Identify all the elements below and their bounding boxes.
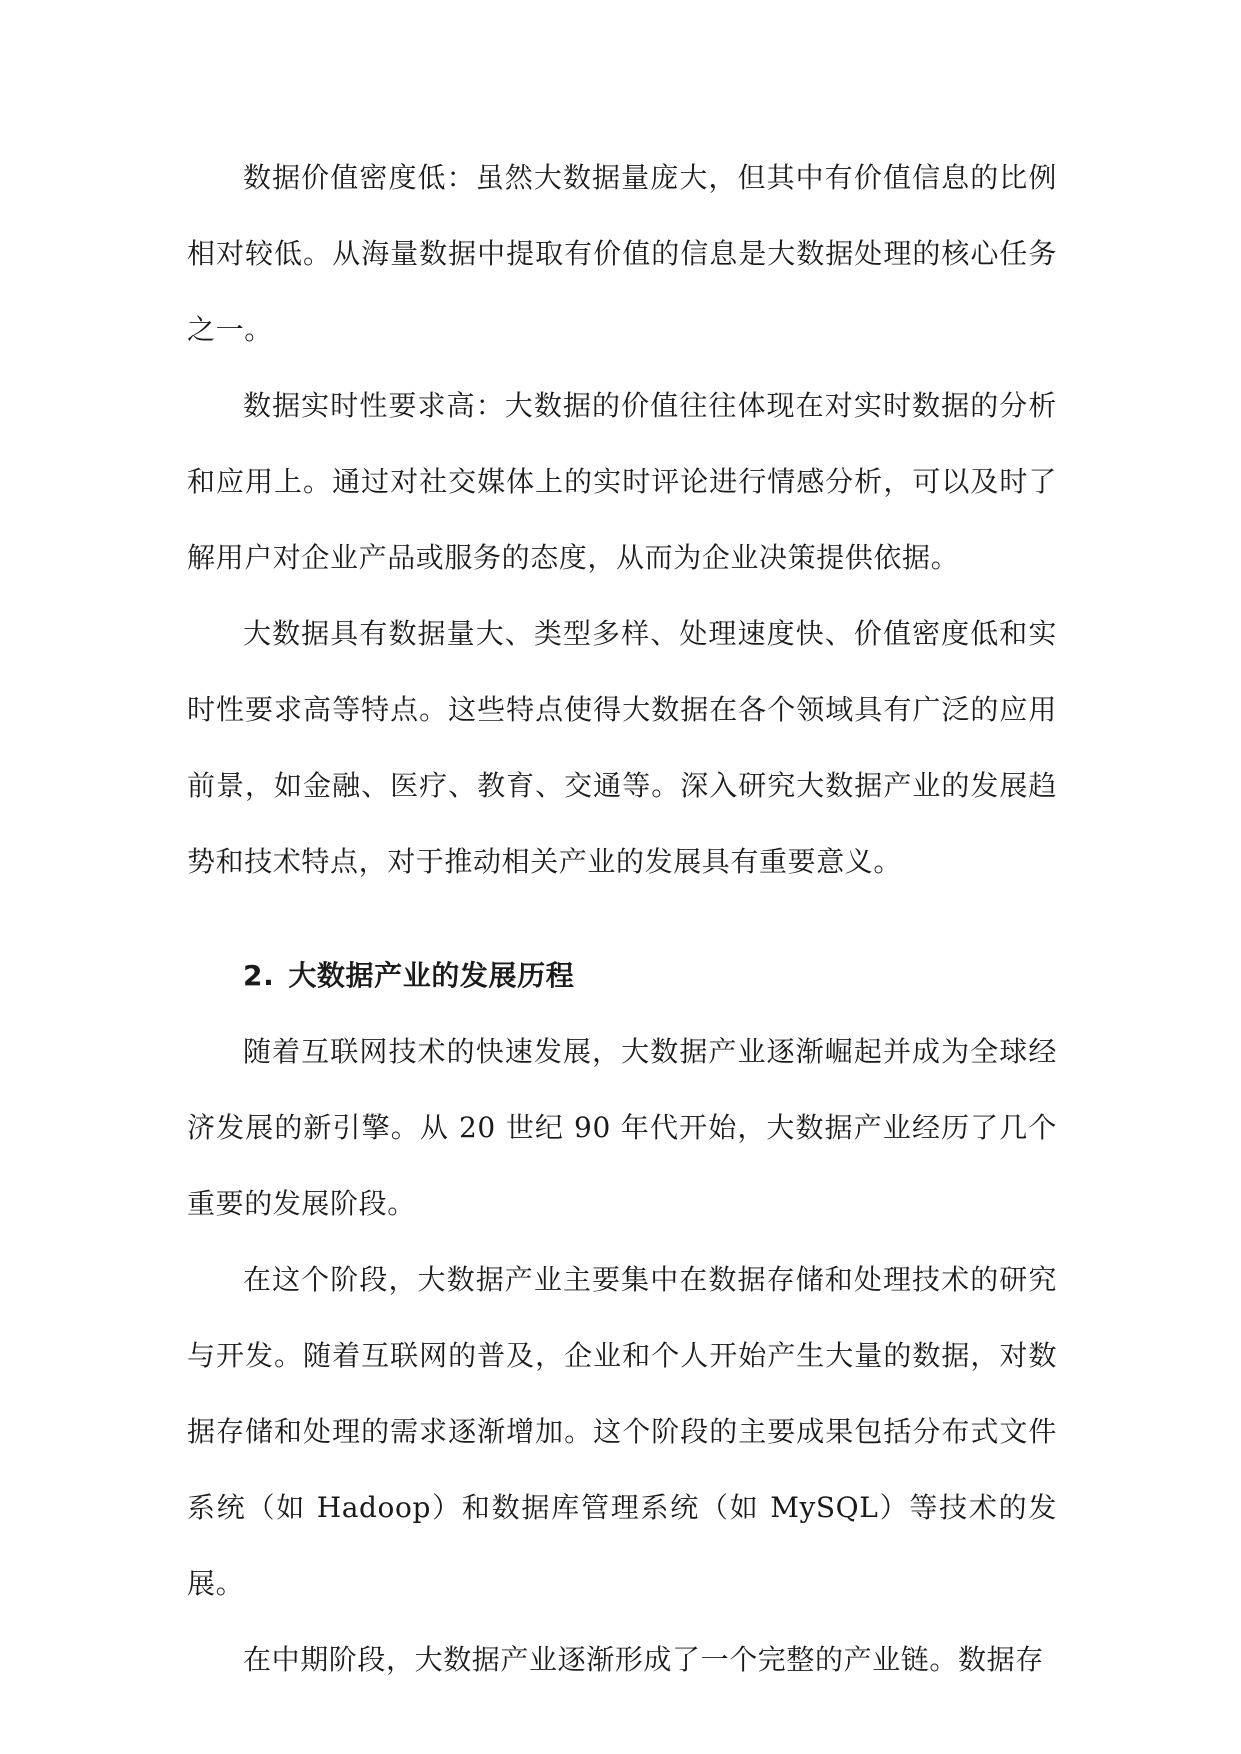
paragraph-history-intro: 随着互联网技术的快速发展，大数据产业逐渐崛起并成为全球经济发展的新引擎。从 20 世纪 90 年代开始，大数据产业经历了几个重要的发展阶段。 (187, 1035, 1057, 1220)
paragraph-real-time: 数据实时性要求高：大数据的价值往往体现在对实时数据的分析和应用上。通过对社交媒体上的实时评论进行情感分析，可以及时了解用户对企业产品或服务的态度，从而为企业决策提供依据。 (187, 389, 1057, 574)
section-title: 大数据产业的发展历程 (288, 959, 575, 992)
section-heading (187, 938, 1057, 1014)
paragraph-middle-stage: 在中期阶段，大数据产业逐渐形成了一个完整的产业链。数据存 (243, 1643, 1044, 1676)
section-number: 2. (243, 959, 275, 992)
document-body (187, 140, 1057, 1698)
paragraph-value-density: 数据价值密度低：虽然大数据量庞大，但其中有价值信息的比例相对较低。从海量数据中提取有价值的信息是大数据处理的核心任务之一。 (187, 161, 1057, 346)
paragraph-early-stage: 在这个阶段，大数据产业主要集中在数据存储和处理技术的研究与开发。随着互联网的普及，企业和个人开始产生大量的数据，对数据存储和处理的需求逐渐增加。这个阶段的主要成果包括分布式文件系统（如 Hadoop）和数据库管理系统（如 MySQL）等技术的发展。 (187, 1263, 1057, 1600)
paragraph-summary: 大数据具有数据量大、类型多样、处理速度快、价值密度低和实时性要求高等特点。这些特点使得大数据在各个领域具有广泛的应用前景，如金融、医疗、教育、交通等。深入研究大数据产业的发展趋势和技术特点，对于推动相关产业的发展具有重要意义。 (187, 617, 1057, 878)
